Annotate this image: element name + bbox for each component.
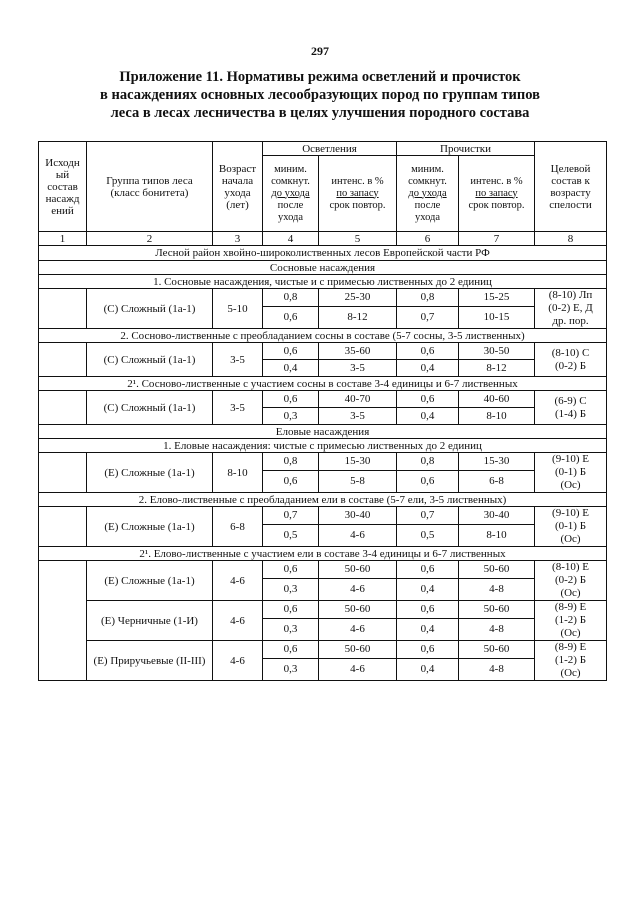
target-composition-cell: (9-10) Е (0-1) Б (Ос) bbox=[535, 507, 607, 547]
forest-type-cell: (Е) Приручьевые (II-III) bbox=[87, 641, 213, 681]
osv-int-cell: 50-60 bbox=[319, 601, 397, 619]
pr-min-cell: 0,6 bbox=[397, 641, 459, 659]
group-title: 2. Елово-лиственные с преобладанием ели в составе (5-7 ели, 3-5 лиственных) bbox=[39, 493, 607, 507]
osv-int-cell: 30-40 bbox=[319, 507, 397, 525]
pr-min-cell: 0,6 bbox=[397, 470, 459, 492]
pr-int-cell: 30-40 bbox=[459, 507, 535, 525]
osv-min-cell: 0,6 bbox=[263, 470, 319, 492]
osv-int-cell: 50-60 bbox=[319, 561, 397, 579]
table-row bbox=[39, 343, 607, 360]
pr-int-cell: 30-50 bbox=[459, 343, 535, 360]
pr-int-cell: 8-10 bbox=[459, 408, 535, 425]
osv-min-cell: 0,6 bbox=[263, 561, 319, 579]
section-title: Еловые насаждения bbox=[39, 425, 607, 439]
pr-int-cell: 50-60 bbox=[459, 641, 535, 659]
table-row bbox=[39, 289, 607, 307]
osv-min-cell: 0,3 bbox=[263, 408, 319, 425]
region-row bbox=[39, 246, 607, 261]
column-number: 5 bbox=[319, 232, 397, 246]
header-prochistki: Прочистки bbox=[397, 142, 535, 156]
osv-int-cell: 35-60 bbox=[319, 343, 397, 360]
pr-min-cell: 0,8 bbox=[397, 453, 459, 471]
pr-int-cell: 4-8 bbox=[459, 658, 535, 680]
pr-int-cell: 4-8 bbox=[459, 578, 535, 600]
header-pr-min-density: миним. сомкнут. до ухода после ухода bbox=[397, 156, 459, 232]
osv-int-cell: 25-30 bbox=[319, 289, 397, 307]
osv-min-cell: 0,8 bbox=[263, 289, 319, 307]
start-age-cell: 4-6 bbox=[213, 641, 263, 681]
pr-min-cell: 0,6 bbox=[397, 561, 459, 579]
start-age-cell: 4-6 bbox=[213, 561, 263, 601]
osv-int-cell: 8-12 bbox=[319, 306, 397, 328]
osv-min-cell: 0,6 bbox=[263, 391, 319, 408]
forest-type-cell: (С) Сложный (1а-1) bbox=[87, 343, 213, 377]
initial-composition-cell bbox=[39, 391, 87, 425]
header-forest-type-group: Группа типов леса (класс бонитета) bbox=[87, 142, 213, 232]
column-numbers-row bbox=[39, 232, 607, 246]
table-row bbox=[39, 391, 607, 408]
pr-int-cell: 6-8 bbox=[459, 470, 535, 492]
pr-int-cell: 15-25 bbox=[459, 289, 535, 307]
pr-int-cell: 10-15 bbox=[459, 306, 535, 328]
osv-min-cell: 0,8 bbox=[263, 453, 319, 471]
forest-type-cell: (Е) Сложные (1а-1) bbox=[87, 453, 213, 493]
pr-min-cell: 0,5 bbox=[397, 524, 459, 546]
osv-min-cell: 0,3 bbox=[263, 578, 319, 600]
pr-min-cell: 0,6 bbox=[397, 391, 459, 408]
pr-min-cell: 0,4 bbox=[397, 618, 459, 640]
pr-min-cell: 0,7 bbox=[397, 507, 459, 525]
osv-int-cell: 4-6 bbox=[319, 524, 397, 546]
column-number: 1 bbox=[39, 232, 87, 246]
start-age-cell: 6-8 bbox=[213, 507, 263, 547]
group-row bbox=[39, 547, 607, 561]
initial-composition-cell bbox=[39, 289, 87, 329]
pr-int-cell: 40-60 bbox=[459, 391, 535, 408]
column-number: 4 bbox=[263, 232, 319, 246]
target-composition-cell: (8-9) Е (1-2) Б (Ос) bbox=[535, 601, 607, 641]
pr-int-cell: 8-10 bbox=[459, 524, 535, 546]
target-composition-cell: (9-10) Е (0-1) Б (Ос) bbox=[535, 453, 607, 493]
start-age-cell: 4-6 bbox=[213, 601, 263, 641]
target-composition-cell: (8-10) Лп (0-2) Е, Д др. пор. bbox=[535, 289, 607, 329]
osv-min-cell: 0,4 bbox=[263, 360, 319, 377]
pr-int-cell: 50-60 bbox=[459, 601, 535, 619]
pr-int-cell: 15-30 bbox=[459, 453, 535, 471]
region-title: Лесной район хвойно-широколиственных лесов Европейской части РФ bbox=[39, 246, 607, 261]
osv-int-cell: 3-5 bbox=[319, 408, 397, 425]
pr-min-cell: 0,6 bbox=[397, 601, 459, 619]
norms-table bbox=[38, 141, 607, 681]
osv-int-cell: 4-6 bbox=[319, 658, 397, 680]
target-composition-cell: (8-10) Е (0-2) Б (Ос) bbox=[535, 561, 607, 601]
group-row bbox=[39, 439, 607, 453]
pr-int-cell: 4-8 bbox=[459, 618, 535, 640]
title-line: Приложение 11. Нормативы режима осветлений и прочисток bbox=[119, 69, 521, 85]
group-row bbox=[39, 377, 607, 391]
osv-min-cell: 0,6 bbox=[263, 343, 319, 360]
pr-min-cell: 0,7 bbox=[397, 306, 459, 328]
header-pr-intensity: интенс. в % по запасу срок повтор. bbox=[459, 156, 535, 232]
osv-int-cell: 4-6 bbox=[319, 578, 397, 600]
start-age-cell: 3-5 bbox=[213, 343, 263, 377]
osv-min-cell: 0,5 bbox=[263, 524, 319, 546]
title-line: леса в лесах лесничества в целях улучшения породного состава bbox=[110, 105, 530, 121]
osv-int-cell: 40-70 bbox=[319, 391, 397, 408]
group-title: 2. Сосново-лиственные с преобладанием сосны в составе (5-7 сосны, 3-5 лиственных) bbox=[39, 329, 607, 343]
header-osv-min-density: миним. сомкнут. до ухода после ухода bbox=[263, 156, 319, 232]
pr-min-cell: 0,4 bbox=[397, 578, 459, 600]
osv-min-cell: 0,6 bbox=[263, 601, 319, 619]
section-row bbox=[39, 261, 607, 275]
group-title: 2¹. Сосново-лиственные с участием сосны в составе 3-4 единицы и 6-7 лиственных bbox=[39, 377, 607, 391]
pr-min-cell: 0,6 bbox=[397, 343, 459, 360]
group-title: 1. Еловые насаждения: чистые с примесью лиственных до 2 единиц bbox=[39, 439, 607, 453]
header-osvetleniya: Осветления bbox=[263, 142, 397, 156]
table-row bbox=[39, 641, 607, 659]
osv-min-cell: 0,3 bbox=[263, 658, 319, 680]
initial-composition-cell bbox=[39, 561, 87, 681]
pr-min-cell: 0,8 bbox=[397, 289, 459, 307]
pr-min-cell: 0,4 bbox=[397, 408, 459, 425]
column-number: 8 bbox=[535, 232, 607, 246]
table-row bbox=[39, 601, 607, 619]
start-age-cell: 5-10 bbox=[213, 289, 263, 329]
target-composition-cell: (6-9) С (1-4) Б bbox=[535, 391, 607, 425]
column-number: 3 bbox=[213, 232, 263, 246]
forest-type-cell: (Е) Сложные (1а-1) bbox=[87, 561, 213, 601]
group-title: 2¹. Елово-лиственные с участием ели в составе 3-4 единицы и 6-7 лиственных bbox=[39, 547, 607, 561]
pr-min-cell: 0,4 bbox=[397, 658, 459, 680]
section-row bbox=[39, 425, 607, 439]
page-number: 297 bbox=[311, 44, 329, 58]
group-row bbox=[39, 275, 607, 289]
group-row bbox=[39, 329, 607, 343]
header-start-age: Возраст начала ухода (лет) bbox=[213, 142, 263, 232]
table-row bbox=[39, 507, 607, 525]
forest-type-cell: (С) Сложный (1а-1) bbox=[87, 391, 213, 425]
document-title bbox=[60, 68, 580, 122]
forest-type-cell: (Е) Черничные (1-И) bbox=[87, 601, 213, 641]
osv-int-cell: 50-60 bbox=[319, 641, 397, 659]
start-age-cell: 3-5 bbox=[213, 391, 263, 425]
start-age-cell: 8-10 bbox=[213, 453, 263, 493]
header-osv-intensity: интенс. в % по запасу срок повтор. bbox=[319, 156, 397, 232]
group-title: 1. Сосновые насаждения, чистые и с примесью лиственных до 2 единиц bbox=[39, 275, 607, 289]
column-number: 2 bbox=[87, 232, 213, 246]
osv-min-cell: 0,6 bbox=[263, 641, 319, 659]
osv-int-cell: 15-30 bbox=[319, 453, 397, 471]
target-composition-cell: (8-10) С (0-2) Б bbox=[535, 343, 607, 377]
osv-int-cell: 4-6 bbox=[319, 618, 397, 640]
osv-min-cell: 0,3 bbox=[263, 618, 319, 640]
table-row bbox=[39, 453, 607, 471]
pr-min-cell: 0,4 bbox=[397, 360, 459, 377]
osv-int-cell: 3-5 bbox=[319, 360, 397, 377]
header-target-composition: Целевой состав к возрасту спелости bbox=[535, 142, 607, 232]
header-initial-composition: Исходн ый состав насажд ений bbox=[39, 142, 87, 232]
initial-composition-cell bbox=[39, 343, 87, 377]
osv-int-cell: 5-8 bbox=[319, 470, 397, 492]
table-row bbox=[39, 561, 607, 579]
group-row bbox=[39, 493, 607, 507]
column-number: 6 bbox=[397, 232, 459, 246]
target-composition-cell: (8-9) Е (1-2) Б (Ос) bbox=[535, 641, 607, 681]
initial-composition-cell bbox=[39, 453, 87, 493]
pr-int-cell: 50-60 bbox=[459, 561, 535, 579]
osv-min-cell: 0,7 bbox=[263, 507, 319, 525]
column-number: 7 bbox=[459, 232, 535, 246]
pr-int-cell: 8-12 bbox=[459, 360, 535, 377]
title-line: в насаждениях основных лесообразующих пород по группам типов bbox=[100, 87, 540, 103]
section-title: Сосновые насаждения bbox=[39, 261, 607, 275]
initial-composition-cell bbox=[39, 507, 87, 547]
forest-type-cell: (С) Сложный (1а-1) bbox=[87, 289, 213, 329]
osv-min-cell: 0,6 bbox=[263, 306, 319, 328]
forest-type-cell: (Е) Сложные (1а-1) bbox=[87, 507, 213, 547]
